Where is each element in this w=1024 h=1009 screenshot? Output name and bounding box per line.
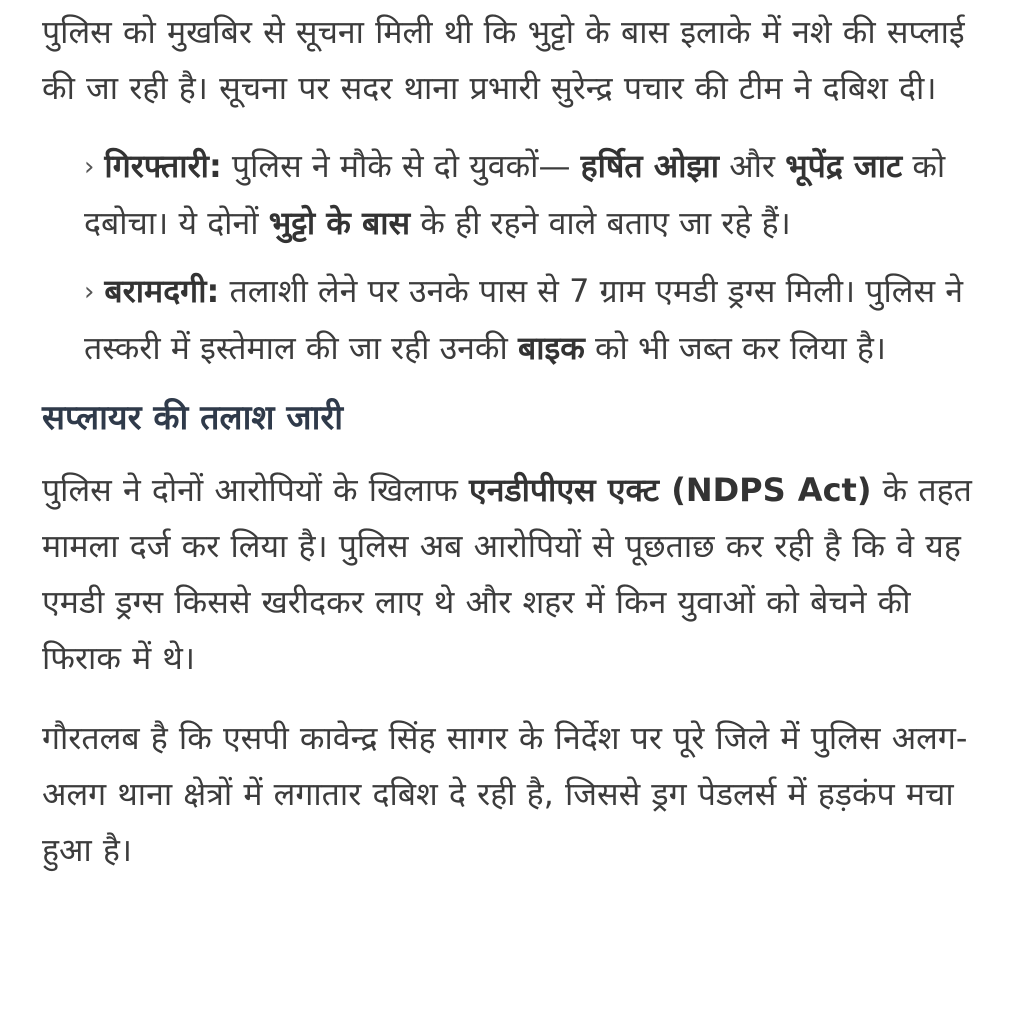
chevron-right-icon: › [84, 152, 95, 182]
bullet-recovery-label: बरामदगी: [104, 272, 220, 310]
ndps-paragraph-text: के तहत मामला दर्ज कर लिया है। पुलिस अब आरोपियों से पूछताछ कर रही है कि वे यह एमडी ड्रग्स किससे खरीदकर लाए थे और शहर में किन युवाओं को बेचने की फिराक में थे। [42, 471, 972, 677]
bullet-arrest-label: गिरफ्तारी: [104, 147, 222, 185]
ndps-act-term: एनडीपीएस एक्ट (NDPS Act) [469, 471, 872, 509]
intro-paragraph: पुलिस को मुखबिर से सूचना मिली थी कि भुट्टो के बास इलाके में नशे की सप्लाई की जा रही है। सूचना पर सदर थाना प्रभारी सुरेन्द्र पचार की टीम ने दबिश दी। [42, 13, 965, 107]
ndps-paragraph-text: पुलिस ने दोनों आरोपियों के खिलाफ [42, 471, 469, 509]
article-body [42, 4, 992, 878]
bullet-recovery [84, 263, 992, 376]
section-heading: सप्लायर की तलाश जारी [42, 398, 344, 438]
chevron-right-icon: › [84, 277, 95, 307]
bullet-arrest-text: के ही रहने वाले बताए जा रहे हैं। [410, 204, 791, 242]
bullet-arrest-text: को दबोचा। ये दोनों [84, 147, 946, 242]
bullet-arrest [84, 138, 992, 251]
bullet-recovery-text: तलाशी लेने पर उनके पास से 7 ग्राम एमडी ड्रग्स मिली। पुलिस ने तस्करी में इस्तेमाल की जा रही उनकी [84, 272, 964, 367]
bullet-arrest-text: और [719, 147, 786, 185]
bullet-arrest-text: पुलिस ने मौके से दो युवकों— [221, 147, 581, 185]
bullet-recovery-text: को भी जब्त कर लिया है। [584, 329, 887, 367]
seized-item: बाइक [517, 329, 585, 367]
ndps-paragraph [42, 462, 992, 686]
closing-paragraph: गौरतलब है कि एसपी कावेन्द्र सिंह सागर के निर्देश पर पूरे जिले में पुलिस अलग-अलग थाना क्षेत्रों में लगातार दबिश दे रही है, जिससे ड्रग पेडलर्स में हड़कंप मचा हुआ है। [42, 719, 968, 869]
accused-name-1: हर्षित ओझा [580, 147, 720, 185]
accused-name-2: भूपेंद्र जाट [785, 147, 903, 185]
location-name: भुट्टो के बास [268, 204, 411, 242]
